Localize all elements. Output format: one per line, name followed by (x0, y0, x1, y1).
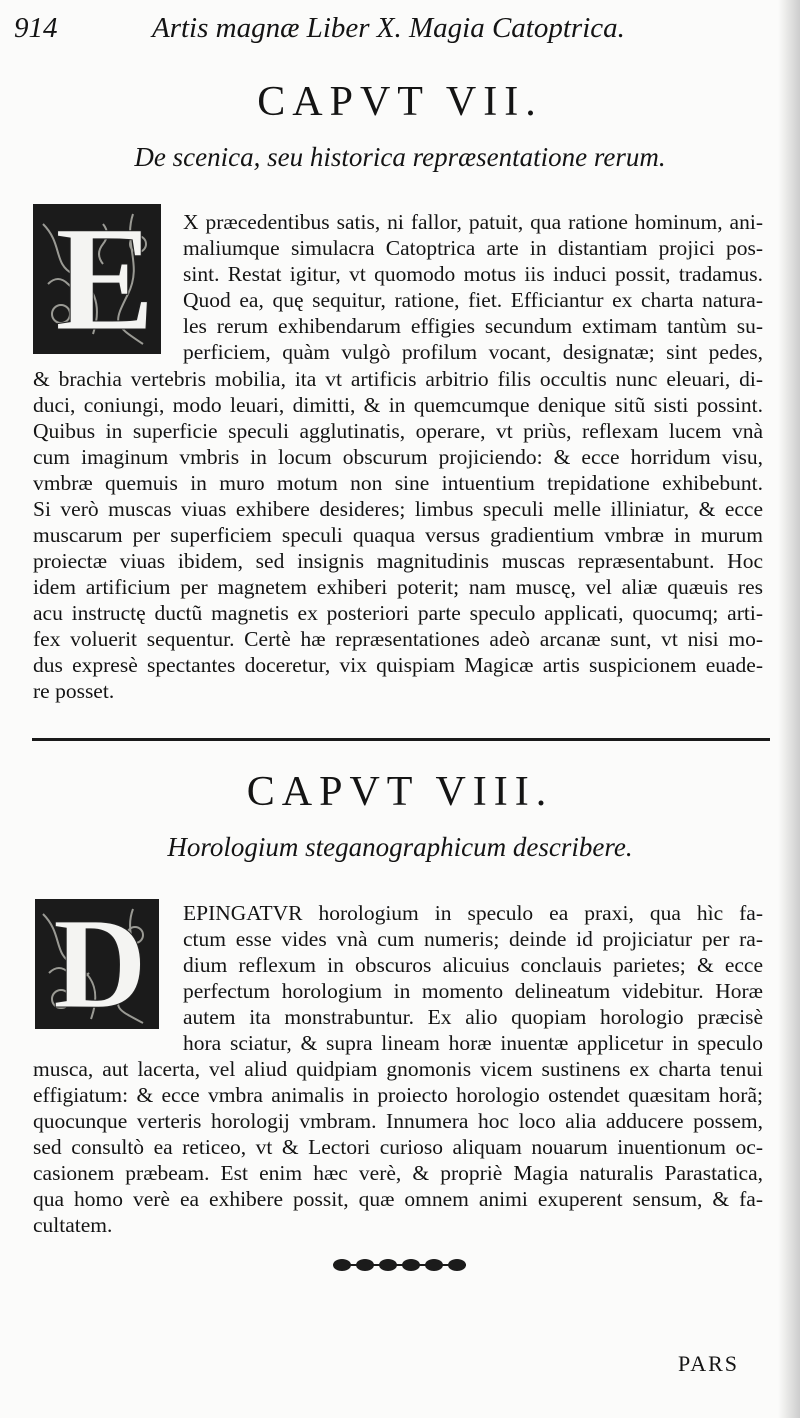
text-line: EPINGATVR horologium in speculo ea praxi, qua hìc fa- (183, 901, 763, 925)
page-edge-shadow (778, 0, 800, 1418)
chapter-7-title: CAPVT VII. (257, 79, 543, 125)
text-line: fex voluerit sequentur. Certè hæ repræsentationes adeò arcanæ sunt, vt nisi mo- (33, 627, 763, 651)
running-head (14, 12, 784, 46)
text-line: vmbræ quemuis in muro motum non sine intuentium trepidatione exhibebunt. (33, 471, 763, 495)
text-line: muscarum per superficiem speculi quaqua versus gradientium vmbræ in murum (33, 523, 763, 547)
text-line: quocunque verteris horologij vmbram. Innumera hoc loco alia adducere possem, (33, 1109, 763, 1133)
running-title: Artis magnæ Liber X. Magia Catoptrica. (152, 12, 625, 44)
decorated-initial-d (35, 892, 159, 1036)
text-line: Quod ea, quę sequitur, ratione, fiet. Efficiantur ex charta natura- (183, 288, 763, 312)
initial-letter: E (55, 196, 156, 362)
text-line: autem ita monstrabuntur. Ex alio quopiam horologio præcisè (183, 1005, 763, 1029)
text-line: perfectum horologium in momento delineatum videbitur. Horæ (183, 979, 763, 1003)
chapter-8-subtitle: Horologium steganographicum describere. (167, 832, 633, 862)
text-line: qua homo verè ea exhibere possit, quæ omnem animi exuperent sensum, & fa- (33, 1187, 763, 1211)
text-line: sint. Restat igitur, vt quomodo motus iis induci possit, tradamus. (183, 262, 763, 286)
text-line: dus expresè spectantes doceretur, vix quispiam Magicæ artis suspicionem euade- (33, 653, 763, 677)
initial-letter: D (53, 892, 147, 1036)
page-number: 914 (14, 12, 58, 44)
text-line: effigiatum: & ecce vmbra animalis in proiecto horologio ostendet quæsitam horã; (33, 1083, 763, 1107)
text-line: Quibus in superficie speculi agglutinatis, operare, vt priùs, reflexam lucem vnà (33, 419, 763, 443)
chapter-8-title: CAPVT VIII. (246, 769, 554, 815)
text-line: casionem præbeam. Est enim hæc verè, & propriè Magia naturalis Parastatica, (33, 1161, 763, 1185)
text-line: cultatem. (33, 1213, 113, 1237)
text-line: duci, coniungi, modo leuari, dimitti, & in quemcumque denique sitũ sisti possint. (33, 393, 763, 417)
text-line: sed consultò ea reticeo, vt & Lectori curioso aliquam nouarum inuentionum oc- (33, 1135, 763, 1159)
text-line: & brachia vertebris mobilia, ita vt artificis arbitrio filis occultis nunc eleuari, di- (33, 367, 763, 391)
text-line: cum imaginum vmbris in locum obscurum projiciendo: & ecce horridum visu, (33, 445, 763, 469)
text-line: dium reflexum in obscuros alicuius conclauis parietes; & ecce (183, 953, 763, 977)
text-line: musca, aut lacerta, vel aliud quidpiam gnomonis vicem sustinens ex charta tenui (33, 1057, 763, 1081)
text-line: acu instructę ductũ magnetis ex posteriori parte speculo applicati, quocumq; arti- (33, 601, 763, 625)
text-line: idem artificium per magnetem exhiberi poterit; nam muscę, vel aliæ quæuis res (33, 575, 763, 599)
text-line: X præcedentibus satis, ni fallor, patuit, qua ratione hominum, ani- (183, 210, 763, 234)
text-line: perficiem, quàm vulgò profilum vocant, designatæ; sint pedes, (183, 340, 763, 364)
text-line: proiectæ viuas ibidem, sed insignis magnitudinis muscas repræsentabunt. Hoc (33, 549, 763, 573)
chapter-7-subtitle: De scenica, seu historica repræsentatione rerum. (134, 142, 666, 172)
decorated-initial-e (33, 196, 161, 362)
section-divider (32, 738, 770, 741)
text-line: re posset. (33, 679, 115, 703)
text-line: hora sciatur, & supra lineam horæ inuentæ applicetur in speculo (183, 1031, 763, 1055)
text-line: ctum esse vides vnà cum numeris; deinde id projiciatur per ra- (183, 927, 763, 951)
tailpiece-ornament-icon (330, 1255, 470, 1275)
text-line: Si verò muscas viuas exhibere desideres; limbus speculi melle illiniatur, & ecce (33, 497, 763, 521)
catchword: PARS (678, 1351, 740, 1376)
text-line: les rerum exhibendarum effigies secundum extimam tantùm su- (183, 314, 763, 338)
text-line: maliumque simulacra Catoptrica arte in distantiam projici pos- (183, 236, 763, 260)
